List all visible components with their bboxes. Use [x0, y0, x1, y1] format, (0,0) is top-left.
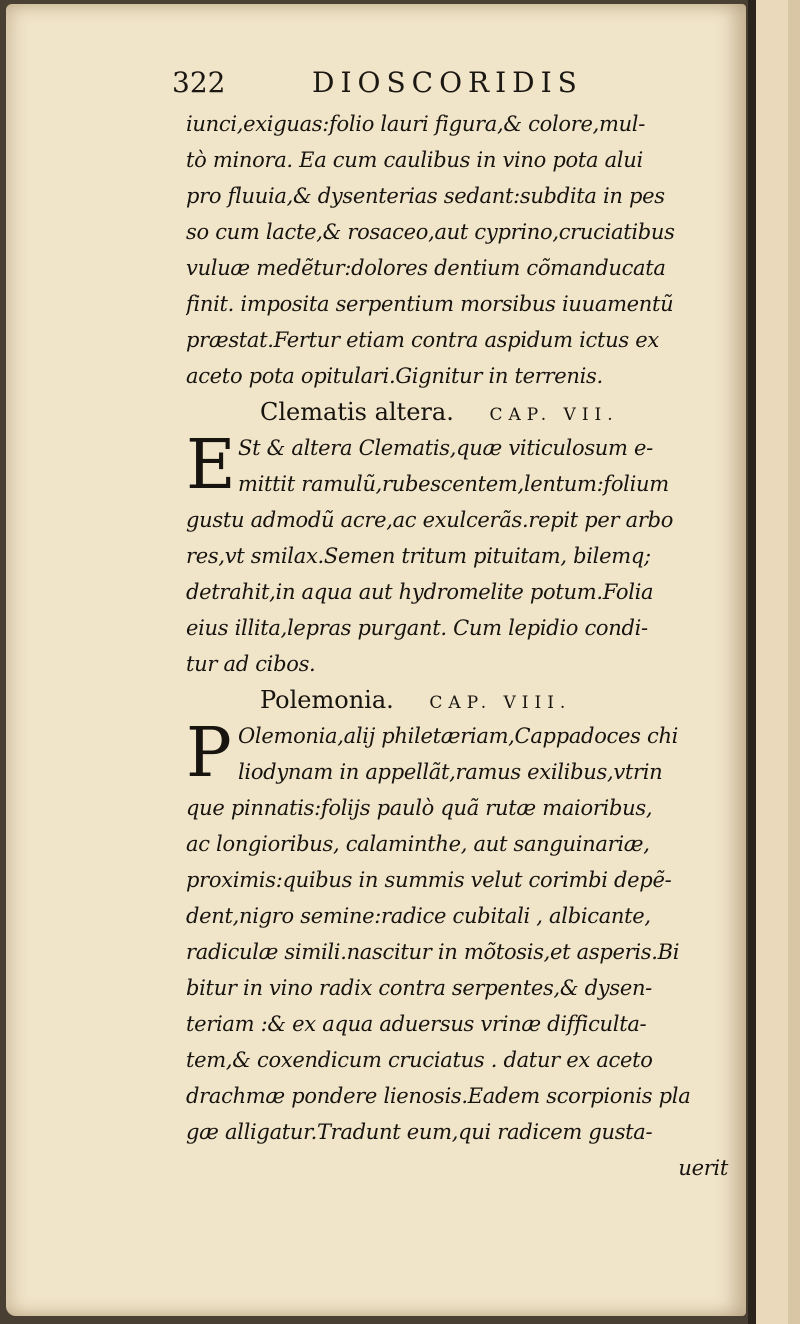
text-line: gustu admodũ acre,ac exulcerãs.repit per arbo	[186, 508, 674, 532]
text-line: iunci,exiguas:folio lauri figura,& colore,mul-	[186, 112, 646, 136]
chapter-number: CAP. VIII.	[429, 693, 572, 713]
text-line: vuluæ medẽtur:dolores dentium cõmanducata	[186, 256, 666, 280]
text-line: aceto pota opitulari.Gignitur in terrenis.	[186, 364, 603, 388]
chapter-number: CAP. VII.	[489, 405, 619, 425]
text-line: St & altera Clematis,quæ viticulosum e-	[238, 436, 653, 460]
text-line: que pinnatis:folijs paulò quã rutæ maioribus,	[186, 796, 653, 820]
drop-cap-initial: P	[186, 714, 232, 793]
running-head	[172, 66, 732, 106]
page-number: 322	[172, 66, 226, 99]
text-line: ac longioribus, calaminthe, aut sanguinariæ,	[186, 832, 650, 856]
text-line: proximis:quibus in summis velut corimbi depẽ-	[186, 868, 672, 892]
running-title: DIOSCORIDIS	[312, 66, 583, 99]
text-line: dent,nigro semine:radice cubitali , albicante,	[186, 904, 651, 928]
drop-cap-initial: E	[186, 426, 236, 505]
text-line: tò minora. Ea cum caulibus in vino pota alui	[186, 148, 643, 172]
text-line: res,vt smilax.Semen tritum pituitam, bilemq;	[186, 544, 651, 568]
chapter-heading	[186, 394, 738, 430]
facing-page-edge	[748, 0, 800, 1324]
chapter-title: Polemonia.	[260, 686, 394, 714]
chapter-heading	[186, 682, 738, 718]
text-line: bitur in vino radix contra serpentes,& dysen-	[186, 976, 652, 1000]
text-block	[186, 106, 738, 1186]
text-line: Olemonia,alij philetæriam,Cappadoces chi	[238, 724, 679, 748]
text-line: tem,& coxendicum cruciatus . datur ex aceto	[186, 1048, 653, 1072]
text-line: drachmæ pondere lienosis.Eadem scorpionis pla	[186, 1084, 691, 1108]
text-line: tur ad cibos.	[186, 652, 316, 676]
text-line: pro fluuia,& dysenterias sedant:subdita in pes	[186, 184, 665, 208]
text-line: finit. imposita serpentium morsibus iuuamentũ	[186, 292, 674, 316]
text-line: gæ alligatur.Tradunt eum,qui radicem gusta-	[186, 1120, 653, 1144]
text-line: so cum lacte,& rosaceo,aut cyprino,cruciatibus	[186, 220, 675, 244]
text-line: mittit ramulũ,rubescentem,lentum:folium	[238, 472, 669, 496]
text-line: uerit	[678, 1156, 728, 1180]
paragraph-clematis	[186, 426, 738, 682]
text-line: præstat.Fertur etiam contra aspidum ictus ex	[186, 328, 659, 352]
text-line: liodynam in appellãt,ramus exilibus,vtrin	[238, 760, 663, 784]
text-line: radiculæ simili.nascitur in mõtosis,et asperis.Bi	[186, 940, 680, 964]
paragraph-polemonia	[186, 714, 738, 1186]
text-line: teriam :& ex aqua aduersus vrinæ difficulta-	[186, 1012, 647, 1036]
text-line: eius illita,lepras purgant. Cum lepidio condi-	[186, 616, 648, 640]
chapter-title: Clematis altera.	[260, 398, 454, 426]
text-line: detrahit,in aqua aut hydromelite potum.Folia	[186, 580, 654, 604]
